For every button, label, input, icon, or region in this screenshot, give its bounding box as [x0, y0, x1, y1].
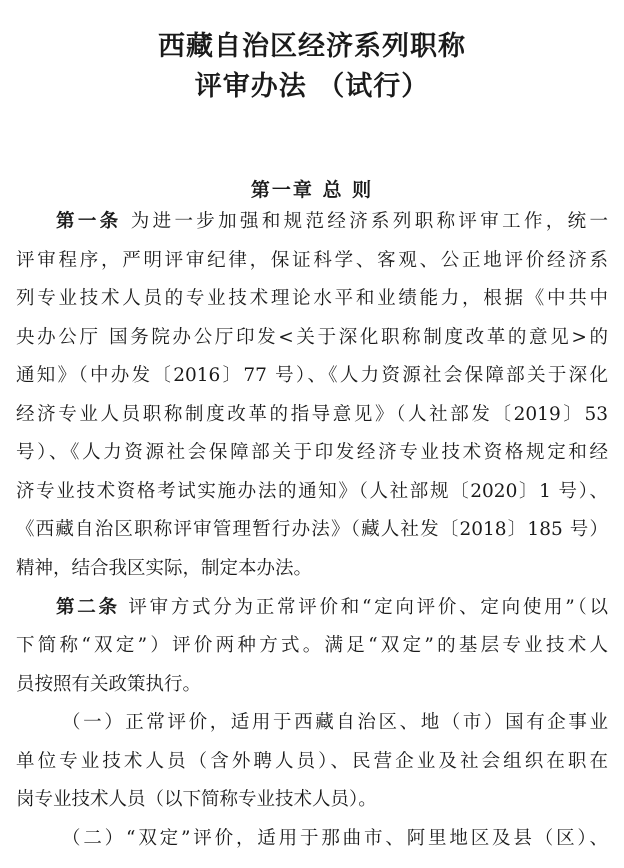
article-1-line-6: 经济专业人员职称制度改革的指导意见》（人社部发〔2019〕53 — [16, 404, 608, 425]
article-2-line-2: 下简称“双定”）评价两种方式。满足“双定”的基层专业技术人 — [16, 635, 608, 656]
chapter-heading: 第一章 总 则 — [250, 179, 374, 201]
item-2-line-1: （二）“双定”评价，适用于那曲市、阿里地区及县（区）、 — [62, 828, 608, 849]
article-1-line-1 — [56, 209, 608, 235]
article-1-line-2: 评审程序，严明评审纪律，保证科学、客观、公正地评价经济系 — [16, 250, 608, 271]
article-2-label: 第二条 — [56, 597, 120, 618]
item-1-line-1: （一）正常评价，适用于西藏自治区、地（市）国有企事业 — [62, 712, 608, 733]
article-1-line-9: 《西藏自治区职称评审管理暂行办法》（藏人社发〔2018〕185 号） — [16, 519, 608, 540]
article-2-line-3: 员按照有关政策执行。 — [16, 674, 202, 695]
item-1-line-3: 岗专业技术人员（以下简称专业技术人员）。 — [16, 789, 377, 810]
article-1-line-5: 通知》（中办发〔2016〕77 号）、《人力资源社会保障部关于深化 — [16, 365, 608, 386]
article-1-line-3: 列专业技术人员的专业技术理论水平和业绩能力，根据《中共中 — [16, 288, 608, 309]
document-title-line-2: 评审办法 （试行） — [194, 71, 430, 102]
article-1-line-8: 济专业技术资格考试实施办法的通知》（人社部规〔2020〕1 号）、 — [16, 481, 608, 502]
article-1-line-4: 央办公厅 国务院办公厅印发<关于深化职称制度改革的意见>的 — [16, 327, 608, 348]
article-1-line-10: 精神，结合我区实际，制定本办法。 — [16, 558, 313, 579]
document-title-line-1: 西藏自治区经济系列职称 — [158, 31, 466, 62]
item-1-line-2: 单位专业技术人员（含外聘人员）、民营企业及社会组织在职在 — [16, 751, 608, 772]
article-1-label: 第一条 — [56, 211, 122, 232]
article-1-line-7: 号）、《人力资源社会保障部关于印发经济专业技术资格规定和经 — [16, 442, 608, 463]
article-2-line-1 — [56, 595, 608, 621]
article-2-text-1: 评审方式分为正常评价和“定向评价、定向使用”（以 — [128, 597, 608, 618]
article-1-text-1: 为进一步加强和规范经济系列职称评审工作，统一 — [130, 211, 608, 232]
